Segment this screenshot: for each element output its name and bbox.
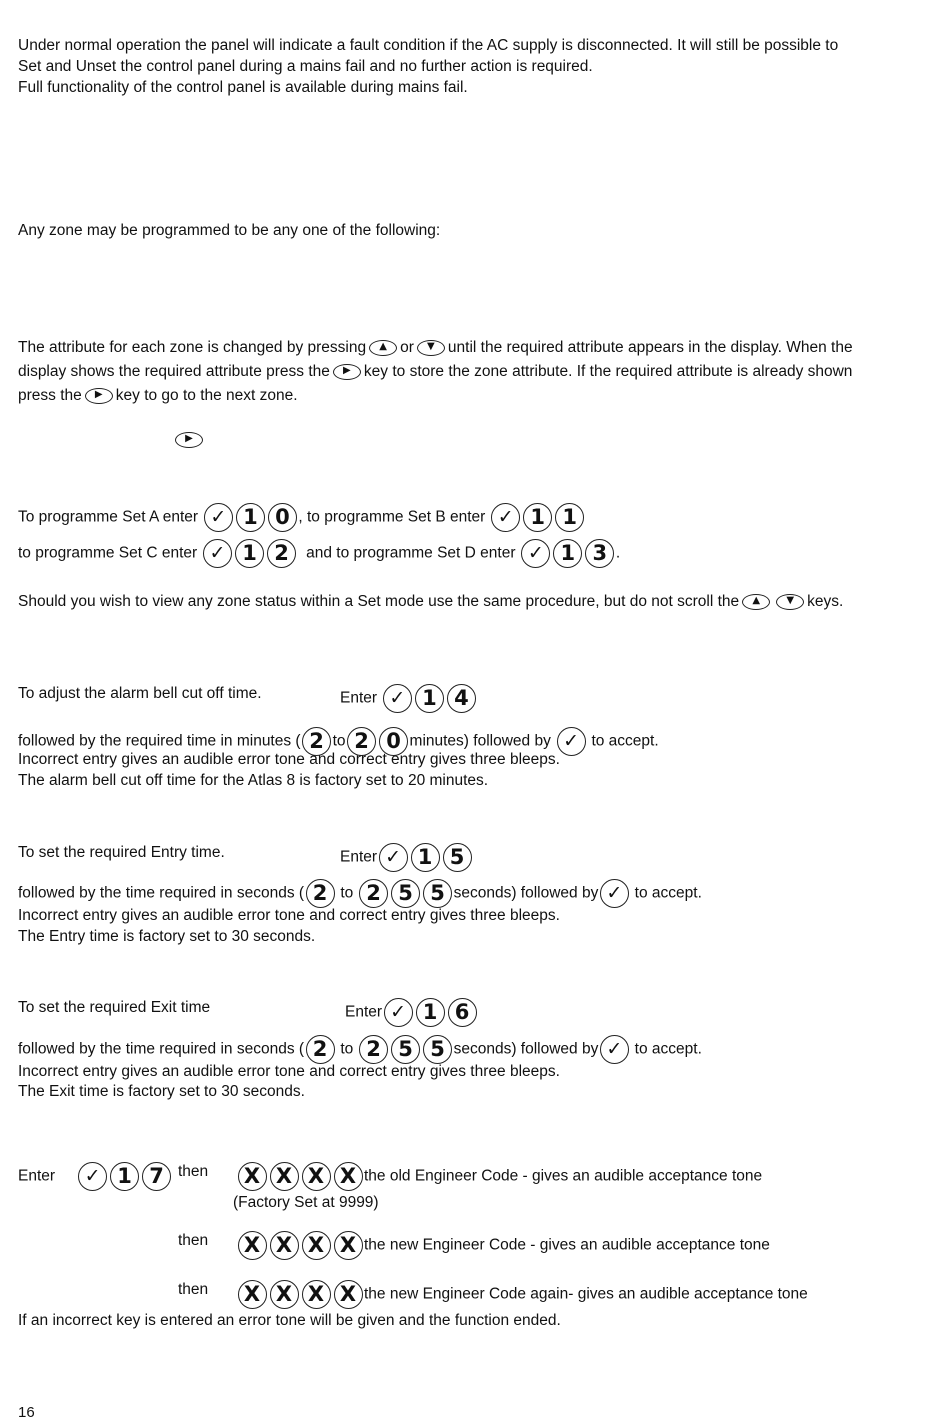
key-5-icon: 5: [391, 1035, 420, 1064]
attr-line-1: The attribute for each zone is changed by pressing ▲ or ▼ until the required attribute appears in the display. When the: [18, 339, 853, 356]
key-x-icon: X: [270, 1162, 299, 1191]
key-x-icon: X: [302, 1231, 331, 1260]
key-1-icon: 1: [523, 503, 552, 532]
key-x-icon: X: [238, 1231, 267, 1260]
mains-line-3: Full functionality of the control panel is available during mains fail.: [18, 79, 468, 96]
tick-key-icon: ✓: [383, 684, 412, 713]
tick-key-icon: ✓: [521, 539, 550, 568]
key-x-icon: X: [270, 1231, 299, 1260]
key-x-icon: X: [238, 1162, 267, 1191]
key-x-icon: X: [334, 1162, 363, 1191]
key-5-icon: 5: [423, 1035, 452, 1064]
entry-enter: Enter ✓ 1 5: [340, 843, 473, 872]
key-5-icon: 5: [423, 879, 452, 908]
eng-enter: Enter ✓ 1 7: [18, 1162, 173, 1191]
zones-intro: Any zone may be programmed to be any one of the following:: [18, 222, 441, 239]
eng-then-1: then: [178, 1163, 209, 1180]
key-2-icon: 2: [267, 539, 296, 568]
key-5-icon: 5: [443, 843, 472, 872]
tick-key-icon: ✓: [379, 843, 408, 872]
tick-key-icon: ✓: [491, 503, 520, 532]
tick-key-icon: ✓: [600, 1035, 629, 1064]
key-1-icon: 1: [235, 539, 264, 568]
key-3-icon: 3: [585, 539, 614, 568]
exit-line-2: followed by the time required in seconds ( 2 to 2 5 5 seconds) followed by ✓ to accept.: [18, 1035, 702, 1064]
sets-line-1: To programme Set A enter ✓ 1 0 , to programme Set B enter ✓ 1 1: [18, 503, 586, 532]
bell-line-2: followed by the required time in minutes ( 2 to 2 0 minutes) followed by ✓ to accept.: [18, 727, 659, 756]
exit-line-3: Incorrect entry gives an audible error tone and correct entry gives three bleeps.: [18, 1063, 560, 1080]
exit-line-4: The Exit time is factory set to 30 seconds.: [18, 1083, 305, 1100]
key-1-icon: 1: [236, 503, 265, 532]
tick-key-icon: ✓: [557, 727, 586, 756]
eng-new-code-again: X X X X the new Engineer Code again- gives an audible acceptance tone: [236, 1280, 808, 1309]
tick-key-icon: ✓: [204, 503, 233, 532]
down-key-icon: ▼: [417, 340, 445, 356]
key-x-icon: X: [334, 1280, 363, 1309]
tick-key-icon: ✓: [600, 879, 629, 908]
eng-new-code: X X X X the new Engineer Code - gives an audible acceptance tone: [236, 1231, 770, 1260]
key-x-icon: X: [270, 1280, 299, 1309]
key-0-icon: 0: [379, 727, 408, 756]
key-x-icon: X: [334, 1231, 363, 1260]
page-number: 16: [18, 1404, 35, 1421]
key-6-icon: 6: [448, 998, 477, 1027]
key-1-icon: 1: [416, 998, 445, 1027]
eng-factory-note: (Factory Set at 9999): [233, 1194, 379, 1211]
key-4-icon: 4: [447, 684, 476, 713]
key-7-icon: 7: [142, 1162, 171, 1191]
eng-old-code: X X X X the old Engineer Code - gives an audible acceptance tone: [236, 1162, 762, 1191]
exit-enter: Enter ✓ 1 6: [345, 998, 478, 1027]
mains-line-1: Under normal operation the panel will indicate a fault condition if the AC supply is disconnected. It will still be possible to: [18, 37, 839, 54]
key-1-icon: 1: [555, 503, 584, 532]
key-2-icon: 2: [306, 1035, 335, 1064]
tick-key-icon: ✓: [384, 998, 413, 1027]
sets-view-line: Should you wish to view any zone status within a Set mode use the same procedure, but do not scroll the ▲ ▼ keys.: [18, 593, 844, 610]
entry-line-4: The Entry time is factory set to 30 seconds.: [18, 928, 316, 945]
key-1-icon: 1: [415, 684, 444, 713]
key-2-icon: 2: [302, 727, 331, 756]
down-key-icon: ▼: [776, 594, 804, 610]
bell-line-3: Incorrect entry gives an audible error tone and correct entry gives three bleeps.: [18, 751, 560, 768]
bell-enter: Enter ✓ 1 4: [340, 684, 477, 713]
right-key-standalone: [172, 430, 206, 450]
key-1-icon: 1: [553, 539, 582, 568]
right-key-icon: ▶: [85, 388, 113, 404]
key-2-icon: 2: [359, 879, 388, 908]
tick-key-icon: ✓: [78, 1162, 107, 1191]
bell-line-1: To adjust the alarm bell cut off time.: [18, 685, 262, 702]
entry-line-3: Incorrect entry gives an audible error tone and correct entry gives three bleeps.: [18, 907, 560, 924]
eng-error-line: If an incorrect key is entered an error tone will be given and the function ended.: [18, 1312, 561, 1329]
key-2-icon: 2: [359, 1035, 388, 1064]
key-2-icon: 2: [306, 879, 335, 908]
up-key-icon: ▲: [369, 340, 397, 356]
key-0-icon: 0: [268, 503, 297, 532]
entry-line-1: To set the required Entry time.: [18, 844, 225, 861]
key-1-icon: 1: [110, 1162, 139, 1191]
bell-line-4: The alarm bell cut off time for the Atlas 8 is factory set to 20 minutes.: [18, 772, 489, 789]
eng-then-3: then: [178, 1281, 209, 1298]
entry-line-2: followed by the time required in seconds ( 2 to 2 5 5 seconds) followed by ✓ to accept.: [18, 879, 702, 908]
tick-key-icon: ✓: [203, 539, 232, 568]
up-key-icon: ▲: [742, 594, 770, 610]
right-key-icon: ▶: [175, 432, 203, 448]
eng-then-2: then: [178, 1232, 209, 1249]
sets-line-2: to programme Set C enter ✓ 1 2 and to programme Set D enter ✓ 1 3 .: [18, 539, 620, 568]
key-5-icon: 5: [391, 879, 420, 908]
key-2-icon: 2: [347, 727, 376, 756]
key-1-icon: 1: [411, 843, 440, 872]
key-x-icon: X: [302, 1162, 331, 1191]
exit-line-1: To set the required Exit time: [18, 999, 211, 1016]
key-x-icon: X: [238, 1280, 267, 1309]
mains-line-2: Set and Unset the control panel during a mains fail and no further action is required.: [18, 58, 593, 75]
key-x-icon: X: [302, 1280, 331, 1309]
attr-line-2: display shows the required attribute press the ▶ key to store the zone attribute. If the required attribute is already shown: [18, 363, 853, 380]
right-key-icon: ▶: [333, 364, 361, 380]
attr-line-3: press the ▶ key to go to the next zone.: [18, 387, 298, 404]
